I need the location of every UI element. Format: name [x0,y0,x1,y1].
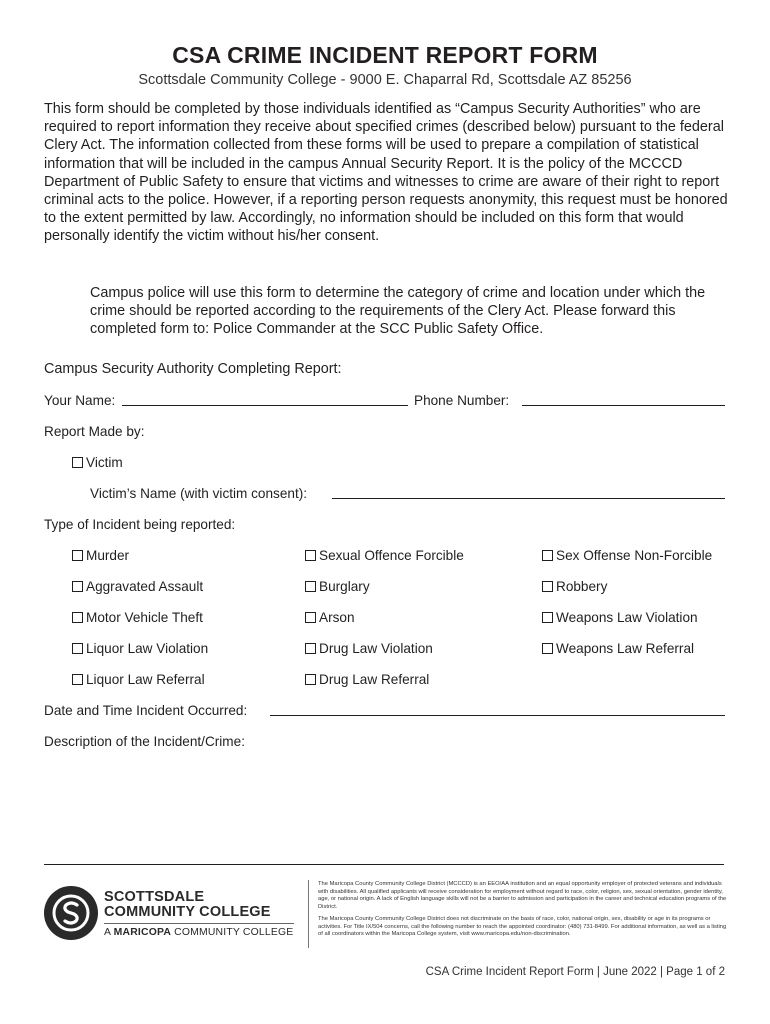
option-label: Aggravated Assault [86,579,204,594]
arson-checkbox[interactable] [305,612,316,623]
logo-sub-prefix: A [104,927,114,938]
logo-wordmark [104,890,271,920]
option-label: Weapons Law Referral [556,641,695,656]
option-label: Murder [86,548,130,563]
csa-heading: Campus Security Authority Completing Report: [44,361,342,377]
option-label: Drug Law Referral [319,672,430,687]
option-burglary[interactable] [305,579,370,594]
your-name-label: Your Name: [44,393,116,408]
description-field[interactable] [44,754,724,854]
option-label: Motor Vehicle Theft [86,610,203,625]
description-label: Description of the Incident/Crime: [44,734,245,749]
drug-law-violation-checkbox[interactable] [305,643,316,654]
liquor-law-violation-checkbox[interactable] [72,643,83,654]
college-address: Scottsdale Community College - 9000 E. Chaparral Rd, Scottsdale AZ 85256 [138,72,632,88]
phone-label: Phone Number: [414,393,510,408]
option-sex-offense-non-forcible[interactable] [542,548,712,563]
option-drug-law-referral[interactable] [305,672,429,687]
footer-vertical-divider [308,880,309,948]
option-robbery[interactable] [542,579,607,594]
victim-option-label: Victim [86,455,123,470]
option-label: Sex Offense Non-Forcible [556,548,713,563]
date-time-label: Date and Time Incident Occurred: [44,703,248,718]
logo-line1: SCOTTSDALE [104,889,205,905]
date-time-field[interactable] [270,715,725,716]
sex-offense-non-forcible-checkbox[interactable] [542,550,553,561]
victim-name-field[interactable] [332,498,725,499]
nondiscrimination-statement: The Maricopa County Community College District does not discriminate on the basis of race, color, national origin, sex, disability or age in its programs or activities. For Title IX/504 concerns, call the following number to reach the appointed coordinator: (480) 731-8499. For additional information, as well as a listing of all coordinators within the Maricopa College system, visit www.maricopa.edu/non-discrimination. [318,916,727,938]
motor-vehicle-theft-checkbox[interactable] [72,612,83,623]
victim-option[interactable] [72,455,123,470]
phone-field[interactable] [522,405,725,406]
option-label: Arson [319,610,355,625]
option-label: Drug Law Violation [319,641,433,656]
burglary-checkbox[interactable] [305,581,316,592]
murder-checkbox[interactable] [72,550,83,561]
page-footer: CSA Crime Incident Report Form | June 2022 | Page 1 of 2 [425,966,725,978]
college-logo [44,886,98,940]
sexual-offence-forcible-checkbox[interactable] [305,550,316,561]
logo-subtitle [104,927,293,938]
your-name-field[interactable] [122,405,408,406]
logo-line2: COMMUNITY COLLEGE [104,904,271,920]
incident-type-label: Type of Incident being reported: [44,517,236,532]
report-made-by-label: Report Made by: [44,424,145,439]
victim-checkbox[interactable] [72,457,83,468]
option-label: Sexual Offence Forcible [319,548,464,563]
option-label: Liquor Law Violation [86,641,209,656]
option-weapons-law-referral[interactable] [542,641,694,656]
logo-divider [104,923,294,924]
weapons-law-violation-checkbox[interactable] [542,612,553,623]
option-liquor-law-violation[interactable] [72,641,208,656]
page-title: CSA CRIME INCIDENT REPORT FORM [172,42,598,68]
robbery-checkbox[interactable] [542,581,553,592]
option-arson[interactable] [305,610,355,625]
footer-divider [44,864,724,865]
s-monogram-icon [44,886,98,940]
option-label: Burglary [319,579,370,594]
option-murder[interactable] [72,548,129,563]
aggravated-assault-checkbox[interactable] [72,581,83,592]
option-motor-vehicle-theft[interactable] [72,610,203,625]
option-aggravated-assault[interactable] [72,579,203,594]
weapons-law-referral-checkbox[interactable] [542,643,553,654]
option-liquor-law-referral[interactable] [72,672,205,687]
option-weapons-law-violation[interactable] [542,610,698,625]
option-label: Liquor Law Referral [86,672,205,687]
eeo-statement: The Maricopa County Community College District (MCCCD) is an EEO/AA institution and an equal opportunity employer of protected veterans and individuals with disabilities. All qualified applicants will receive consideration for employment without regard to race, color, religion, sex, sexual orientation, gender identity, age, or national origin. A lack of English language skills will not be a barrier to admission and participation in the career and technical education programs of the District. [318,881,727,910]
option-label: Robbery [556,579,608,594]
liquor-law-referral-checkbox[interactable] [72,674,83,685]
drug-law-referral-checkbox[interactable] [305,674,316,685]
instructions-paragraph: Campus police will use this form to determine the category of crime and location under which the crime should be reported according to the requirements of the Clery Act. Please forward this completed form to: Police Commander at the SCC Public Safety Office. [90,285,706,338]
logo-sub-bold: MARICOPA [113,927,172,938]
victim-name-label: Victim’s Name (with victim consent): [90,486,308,501]
option-sexual-offence-forcible[interactable] [305,548,464,563]
option-label: Weapons Law Violation [556,610,698,625]
logo-sub-suffix: COMMUNITY COLLEGE [171,927,294,938]
intro-paragraph: This form should be completed by those individuals identified as “Campus Security Authorities” who are required to report information they receive about specified crimes (described below) pursuant to the federal Clery Act. The information collected from these forms will be used to prepare a compilation of statistical information that will be included in the campus Annual Security Report. It is the policy of the MCCCD Department of Public Safety to ensure that victims and witnesses to crime are aware of their right to report criminal acts to the police. However, if a reporting person requests anonymity, this request must be honored to the extent permitted by law. Accordingly, no information should be included on this form that would personally identify the victim without his/her consent. [44,101,728,245]
option-drug-law-violation[interactable] [305,641,433,656]
